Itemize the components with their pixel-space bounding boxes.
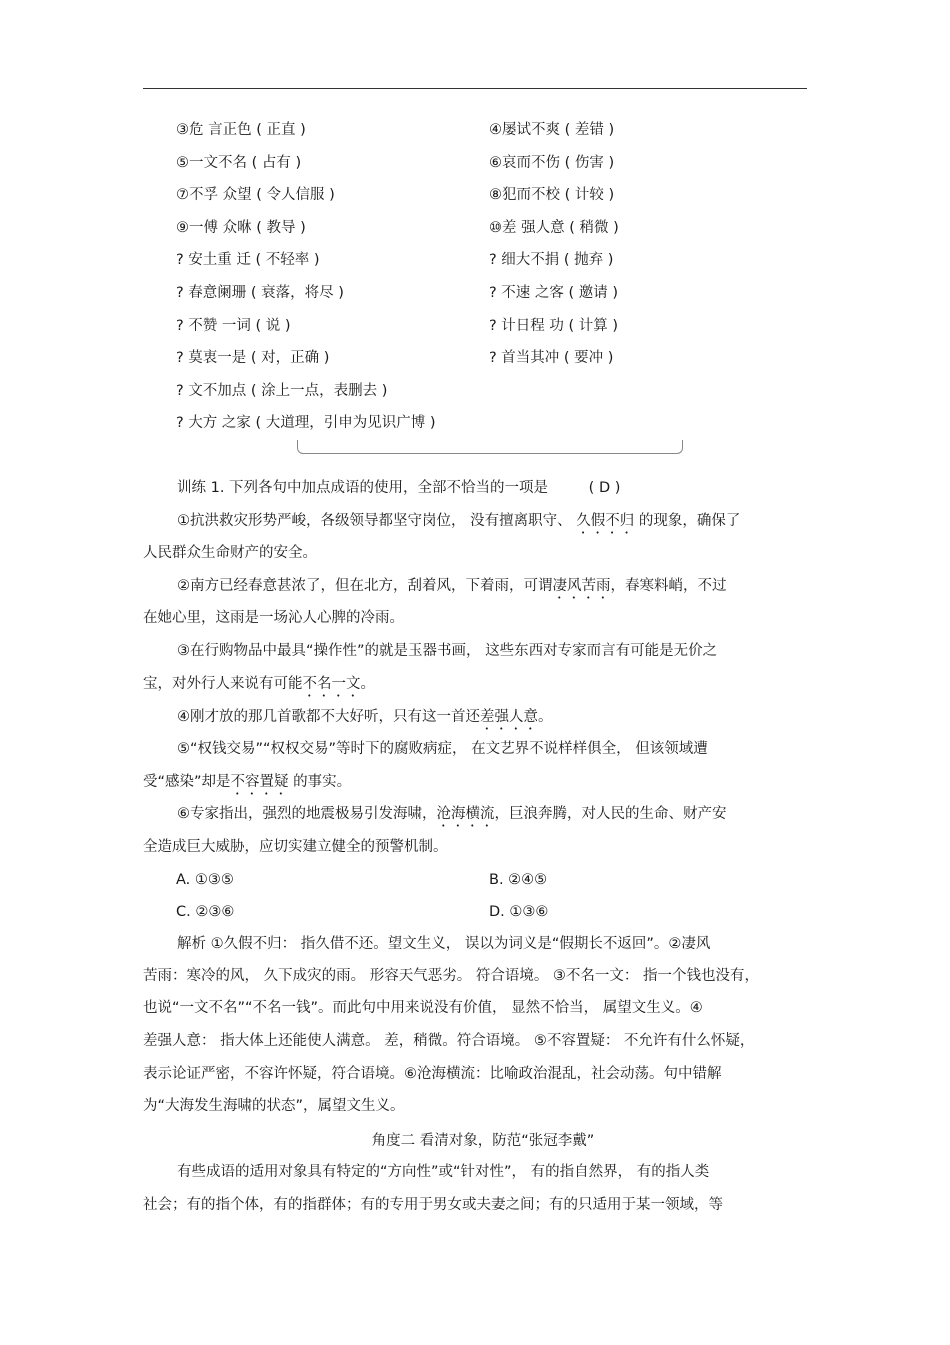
option-d: D. ①③⑥ (489, 904, 549, 920)
idiom-item: ⑤一文不名 ( 占有 ) (176, 154, 302, 171)
analysis-line: 解析 ①久假不归： 指久借不还。望文生义， 误以为词义是“假期长不返回”。②凄风 (177, 936, 711, 952)
idiom-item: ? 莫衷一是 ( 对，正确 ) (176, 350, 330, 367)
sentence-line (143, 674, 375, 700)
idiom-item: ? 春意阑珊 ( 衰落，将尽 ) (176, 284, 344, 301)
idiom-item: ④屡试不爽 ( 差错 ) (489, 122, 615, 138)
idiom-item: ? 不赞 一词 ( 说 ) (176, 317, 291, 334)
sentence-text: ，巨浪奔腾，对人民的生命、财产安 (494, 806, 727, 822)
sentence-line (177, 707, 553, 733)
sentence-text: 。 (538, 709, 553, 725)
analysis-line: 也说“一文不名”“不名一钱”。而此句中用来说没有价值， 显然不恰当， 属望文生义。④ (143, 1000, 703, 1016)
sentence-text: 的现象，确保了 (634, 513, 741, 529)
dotted-idiom: 不名一文 (302, 676, 361, 692)
option-a: A. ①③⑤ (176, 872, 234, 888)
analysis-line: 为“大海发生海啸的状态”，属望文生义。 (143, 1098, 405, 1114)
sentence-line (177, 576, 727, 602)
dotted-idiom: 不容置疑 (230, 774, 289, 790)
idiom-item: ⑧犯而不校 ( 计较 ) (489, 187, 615, 204)
analysis-line: 表示论证严密，不容许怀疑，符合语境。⑥沧海横流：比喻政治混乱，社会动荡。句中错解 (143, 1066, 722, 1082)
sentence-text: ，春寒料峭，不过 (610, 578, 727, 594)
idiom-item: ? 安土重 迁 ( 不轻率 ) (176, 252, 320, 269)
dotted-idiom: 差强人意 (480, 709, 538, 725)
idiom-row (176, 248, 816, 281)
sentence-line (177, 804, 727, 830)
sentence-line (177, 511, 740, 537)
idiom-row (176, 379, 816, 412)
idiom-item: ? 首当其冲 ( 要冲 ) (489, 350, 614, 367)
paragraph-line: 有些成语的适用对象具有特定的“方向性”或“针对性”， 有的指自然界， 有的指人类 (177, 1164, 710, 1180)
header-rule (143, 88, 807, 89)
answer-text: ( D ) (588, 480, 621, 496)
idiom-row (176, 151, 816, 184)
idiom-row (176, 183, 816, 216)
idiom-list (176, 118, 816, 444)
sentence-text: ⑥专家指出，强烈的地震极易引发海啸， (177, 806, 437, 822)
analysis-line: 差强人意： 指大体上还能使人满意。 差，稍微。符合语境。 ⑤不容置疑： 不允许有什么怀疑， (143, 1033, 755, 1049)
idiom-item: ③危 言正色 ( 正直 ) (176, 122, 306, 138)
idiom-item: ? 计日程 功 ( 计算 ) (489, 317, 619, 334)
sentence-text: ④刚才放的那几首歌都不大好听，只有这一首还 (177, 709, 480, 725)
question-text: 训练 1. 下列各句中加点成语的使用，全部不恰当的一项是 (177, 480, 549, 496)
sentence-text: 受“感染”却是 (143, 774, 231, 790)
idiom-item: ? 大方 之家 ( 大道理，引申为见识广博 ) (176, 415, 436, 432)
option-b: B. ②④⑤ (489, 872, 548, 888)
dotted-idiom: 沧海横流 (436, 806, 495, 822)
analysis-line: 苦雨：寒冷的风， 久下成灾的雨。 形容天气恶劣。 符合语境。 ③不名一文： 指一个钱也没有， (143, 968, 760, 984)
idiom-item: ⑦不孚 众望 ( 令人信服 ) (176, 187, 335, 204)
dotted-idiom: 久假不归 (576, 513, 635, 529)
idiom-item: ? 不速 之客 ( 邀请 ) (489, 284, 619, 301)
dotted-idiom: 凄风苦雨 (552, 578, 611, 594)
sentence-text: ②南方已经春意甚浓了，但在北方，刮着风，下着雨，可谓 (177, 578, 553, 594)
idiom-row (176, 216, 816, 249)
section-heading: 角度二 看清对象，防范“张冠李戴” (371, 1133, 595, 1149)
idiom-item: ? 文不加点 ( 涂上一点，表删去 ) (176, 382, 388, 399)
bracket-divider (297, 440, 683, 454)
sentence-text: ①抗洪救灾形势严峻，各级领导都坚守岗位， 没有擅离职守、 (177, 513, 577, 529)
question-line (177, 478, 620, 498)
option-c: C. ②③⑥ (176, 904, 235, 920)
paragraph-line: 社会；有的指个体，有的指群体；有的专用于男女或夫妻之间；有的只适用于某一领域，等 (143, 1197, 723, 1213)
idiom-row (176, 346, 816, 379)
idiom-row (176, 281, 816, 314)
idiom-item: ⑨一傅 众咻 ( 教导 ) (176, 219, 306, 236)
idiom-row (176, 118, 816, 151)
sentence-line: 人民群众生命财产的安全。 (143, 545, 317, 561)
sentence-line: 在她心里，这雨是一场沁人心脾的冷雨。 (143, 610, 404, 626)
sentence-text: 宝，对外行人来说有可能 (143, 676, 303, 692)
sentence-line: ③在行购物品中最具“操作性”的就是玉器书画， 这些东西对专家而言有可能是无价之 (177, 643, 718, 659)
sentence-text: 。 (360, 676, 375, 692)
sentence-line: ⑤“权钱交易”“权权交易”等时下的腐败病症， 在文艺界不说样样俱全， 但该领域遭 (177, 741, 708, 757)
idiom-row (176, 314, 816, 347)
sentence-line: 全造成巨大威胁，应切实建立健全的预警机制。 (143, 839, 448, 855)
sentence-line (143, 772, 351, 798)
idiom-item: ? 细大不捐 ( 抛弃 ) (489, 252, 614, 269)
idiom-item: ⑥哀而不伤 ( 伤害 ) (489, 154, 615, 171)
idiom-item: ⑩差 强人意 ( 稍微 ) (489, 219, 619, 236)
sentence-text: 的事实。 (288, 774, 352, 790)
